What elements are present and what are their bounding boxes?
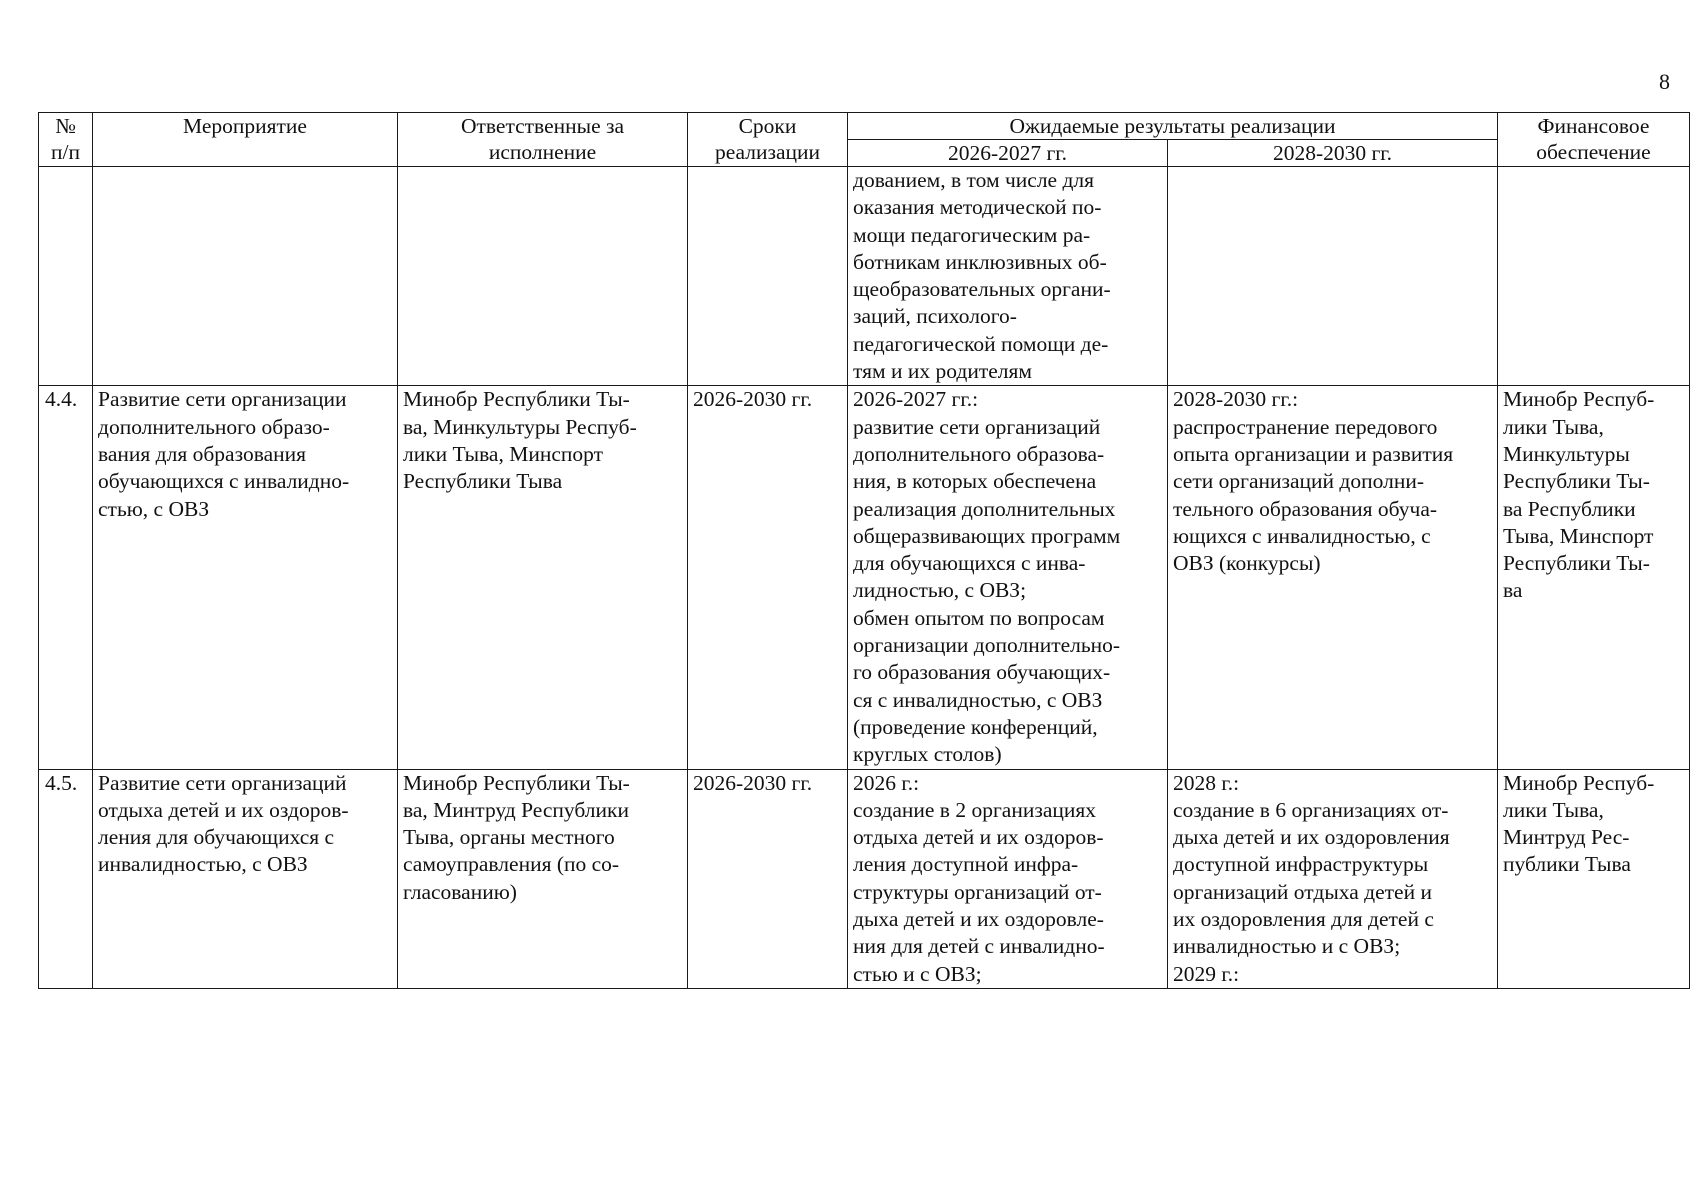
header-finance: Финансовое обеспечение: [1498, 113, 1690, 167]
program-table: [38, 112, 1690, 989]
table-body: [39, 167, 1690, 989]
cell-results-2028: 2028-2030 гг.: распространение передового опыта организации и развития сети организаций дополни- тельного образования обуча- ющихся с инвалидностью, с ОВЗ (конкурсы): [1168, 386, 1498, 769]
page-number: 8: [1659, 69, 1670, 94]
cell-event: Развитие сети организации дополнительного образо- вания для образования обучающихся с инвалидно- стью, с ОВЗ: [93, 386, 398, 769]
cell-event: Развитие сети организаций отдыха детей и их оздоров- ления для обучающихся с инвалидностью, с ОВЗ: [93, 769, 398, 988]
cell-results-2026: дованием, в том числе для оказания методической по- мощи педагогическим ра- ботникам инклюзивных об- щеобразовательных органи- заций, психолого- педагогической помощи де- тям и их родителям: [848, 167, 1168, 386]
cell-finance: Минобр Респуб- лики Тыва, Минтруд Рес- публики Тыва: [1498, 769, 1690, 988]
header-terms: Сроки реализации: [688, 113, 848, 167]
cell-terms: [688, 167, 848, 386]
table-row: [39, 386, 1690, 769]
cell-responsible: [398, 167, 688, 386]
header-num: № п/п: [39, 113, 93, 167]
header-row-main: [39, 113, 1690, 140]
cell-terms: 2026-2030 гг.: [688, 769, 848, 988]
header-event: Мероприятие: [93, 113, 398, 167]
table-row: [39, 769, 1690, 988]
cell-results-2028: 2028 г.: создание в 6 организациях от- дыха детей и их оздоровления доступной инфраструктуры организаций отдыха детей и их оздоровления для детей с инвалидностью и с ОВЗ; 2029 г.:: [1168, 769, 1498, 988]
cell-event: [93, 167, 398, 386]
header-results-2026: 2026-2027 гг.: [848, 140, 1168, 167]
table-header: [39, 113, 1690, 167]
header-results: Ожидаемые результаты реализации: [848, 113, 1498, 140]
cell-num: 4.5.: [39, 769, 93, 988]
cell-terms: 2026-2030 гг.: [688, 386, 848, 769]
cell-finance: Минобр Респуб- лики Тыва, Минкультуры Республики Ты- ва Республики Тыва, Минспорт Республики Ты- ва: [1498, 386, 1690, 769]
cell-num: 4.4.: [39, 386, 93, 769]
cell-num: [39, 167, 93, 386]
cell-finance: [1498, 167, 1690, 386]
cell-results-2028: [1168, 167, 1498, 386]
cell-responsible: Минобр Республики Ты- ва, Минтруд Республики Тыва, органы местного самоуправления (по со- гласованию): [398, 769, 688, 988]
cell-responsible: Минобр Республики Ты- ва, Минкультуры Респуб- лики Тыва, Минспорт Республики Тыва: [398, 386, 688, 769]
table-row: [39, 167, 1690, 386]
cell-results-2026: 2026 г.: создание в 2 организациях отдыха детей и их оздоров- ления доступной инфра- структуры организаций от- дыха детей и их оздоровле- ния для детей с инвалидно- стью и с ОВЗ;: [848, 769, 1168, 988]
cell-results-2026: 2026-2027 гг.: развитие сети организаций дополнительного образова- ния, в которых обеспечена реализация дополнительных общеразвивающих программ для обучающихся с инва- лидностью, с ОВЗ; обмен опытом по вопросам организации дополнительно- го образования обучающих- ся с инвалидностью, с ОВЗ (проведение конференций, круглых столов): [848, 386, 1168, 769]
header-results-2028: 2028-2030 гг.: [1168, 140, 1498, 167]
header-responsible: Ответственные за исполнение: [398, 113, 688, 167]
